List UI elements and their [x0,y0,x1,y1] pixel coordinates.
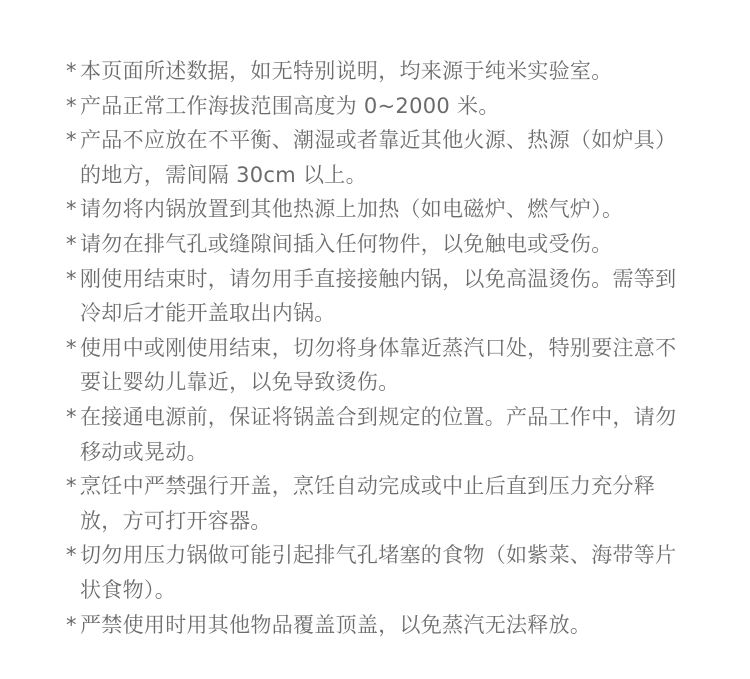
safety-note [66,227,686,262]
note-text: 请勿将内锅放置到其他热源上加热（如电磁炉、燃气炉）。 [80,197,624,222]
note-text: 在接通电源前，保证将锅盖合到规定的位置。产品工作中，请勿移动或晃动。 [80,404,677,464]
safety-note [66,262,686,331]
note-bullet: * [66,231,77,256]
note-text: 产品不应放在不平衡、潮湿或者靠近其他火源、热源（如炉具）的地方，需间隔 30cm 以上。 [80,128,677,187]
note-bullet: * [66,197,77,222]
note-bullet: * [66,266,77,291]
safety-note [66,608,686,643]
note-text: 使用中或刚使用结束，切勿将身体靠近蒸汽口处，特别要注意不要让婴幼儿靠近，以免导致烫伤。 [80,335,677,395]
safety-notes-list [66,54,686,642]
safety-note [66,469,686,538]
note-bullet: * [66,93,77,118]
safety-note [66,54,686,89]
note-bullet: * [66,543,77,568]
note-bullet: * [66,404,77,429]
safety-note [66,123,686,192]
safety-note [66,538,686,607]
note-text: 刚使用结束时，请勿用手直接接触内锅，以免高温烫伤。需等到冷却后才能开盖取出内锅。 [80,266,677,326]
note-bullet: * [66,612,77,637]
safety-note [66,331,686,400]
safety-note [66,400,686,469]
note-text: 严禁使用时用其他物品覆盖顶盖，以免蒸汽无法释放。 [80,612,592,637]
note-text: 请勿在排气孔或缝隙间插入任何物件，以免触电或受伤。 [80,231,613,256]
note-bullet: * [66,335,77,360]
safety-note [66,89,686,124]
note-text: 切勿用压力锅做可能引起排气孔堵塞的食物（如紫菜、海带等片状食物）。 [80,543,677,602]
note-text: 本页面所述数据，如无特别说明，均来源于纯米实验室。 [80,59,613,83]
note-bullet: * [66,474,77,499]
note-bullet: * [66,128,77,153]
note-text: 产品正常工作海拔范围高度为 0~2000 米。 [80,93,500,118]
safety-note [66,192,686,227]
note-text: 烹饪中严禁强行开盖，烹饪自动完成或中止后直到压力充分释放，方可打开容器。 [80,474,656,533]
note-bullet: * [66,59,77,83]
